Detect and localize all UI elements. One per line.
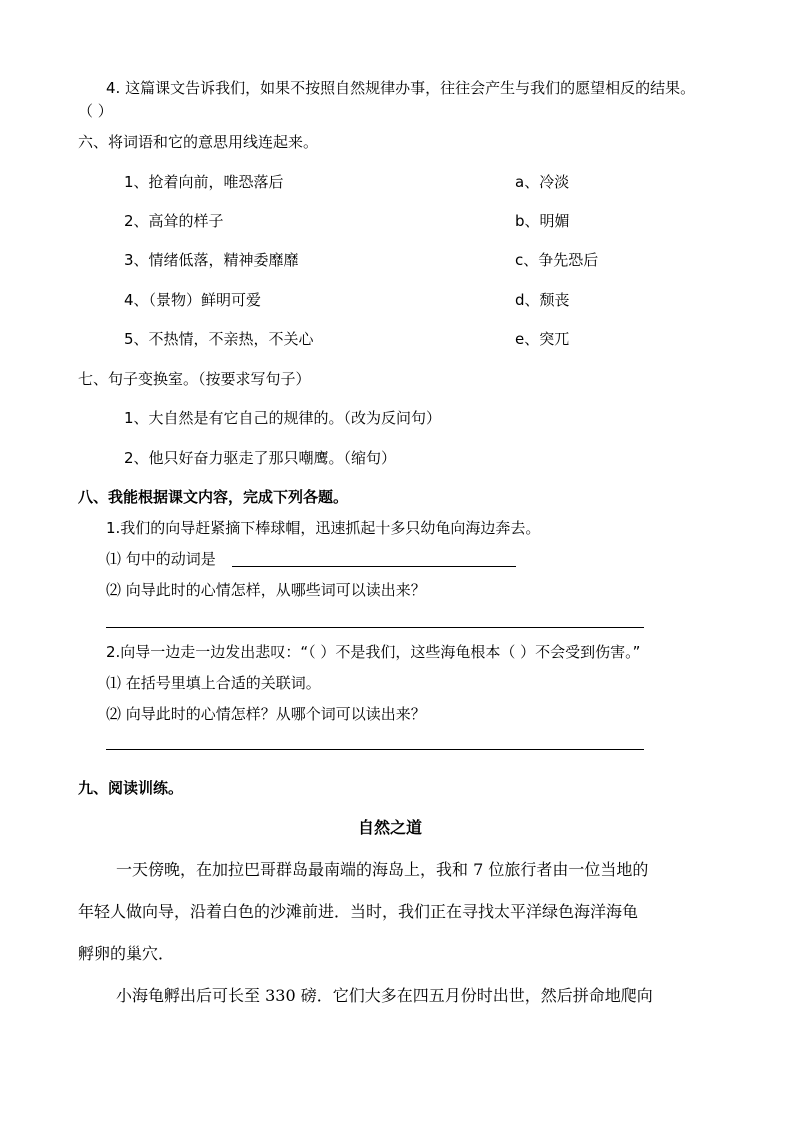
section-7-heading: 七、句子变换室。（按要求写句子）: [78, 370, 311, 388]
section-8-question-2: 2.向导一边走一边发出悲叹：“（ ）不是我们，这些海龟根本（ ）不会受到伤害。”: [106, 643, 641, 661]
reading-title: 自然之道: [358, 818, 423, 837]
reading-line-2: 年轻人做向导，沿着白色的沙滩前进．当时，我们正在寻找太平洋绿色海洋海龟: [78, 902, 639, 921]
sentence-task-2: 2、他只好奋力驱走了那只嘲鹰。（缩句）: [124, 449, 397, 467]
reading-line-1: 一天傍晚，在加拉巴哥群岛最南端的海岛上，我和 7 位旅行者由一位当地的: [116, 860, 649, 879]
section-9-heading: 九、阅读训练。: [78, 779, 184, 797]
match-right-d: d、颓丧: [515, 291, 570, 309]
match-right-a: a、冷淡: [515, 173, 570, 191]
section-8-question-1a: ⑴ 句中的动词是: [106, 550, 216, 568]
section-8-question-1b: ⑵ 向导此时的心情怎样，从哪些词可以读出来？: [106, 581, 426, 599]
answer-line-q1b: [106, 627, 644, 628]
match-left-2: 2、高耸的样子: [124, 212, 224, 230]
match-right-e: e、突兀: [515, 330, 570, 348]
match-left-4: 4、（景物）鲜明可爱: [124, 291, 262, 309]
reading-line-3: 孵卵的巢穴．: [78, 944, 175, 963]
reading-line-4: 小海龟孵出后可长至 330 磅．它们大多在四五月份时出世，然后拼命地爬向: [116, 986, 653, 1005]
section-8-question-1: 1.我们的向导赶紧摘下棒球帽，迅速抓起十多只幼龟向海边奔去。: [106, 519, 541, 537]
answer-parentheses: （ ）: [78, 102, 113, 120]
section-8-question-2a: ⑴ 在括号里填上合适的关联词。: [106, 674, 321, 692]
section-8-question-2b: ⑵ 向导此时的心情怎样？从哪个词可以读出来？: [106, 705, 426, 723]
answer-line-verbs: [232, 566, 516, 567]
question-4-text: 4. 这篇课文告诉我们，如果不按照自然规律办事，往往会产生与我们的愿望相反的结果。: [106, 79, 696, 97]
match-right-c: c、争先恐后: [515, 251, 599, 269]
section-8-heading: 八、我能根据课文内容，完成下列各题。: [78, 488, 349, 506]
section-6-heading: 六、将词语和它的意思用线连起来。: [78, 133, 319, 151]
match-right-b: b、明媚: [515, 212, 570, 230]
match-left-1: 1、抢着向前，唯恐落后: [124, 173, 284, 191]
sentence-task-1: 1、大自然是有它自己的规律的。（改为反问句）: [124, 409, 442, 427]
match-left-5: 5、不热情，不亲热，不关心: [124, 330, 314, 348]
match-left-3: 3、情绪低落，精神委靡靡: [124, 251, 299, 269]
answer-line-q2b: [106, 749, 644, 750]
